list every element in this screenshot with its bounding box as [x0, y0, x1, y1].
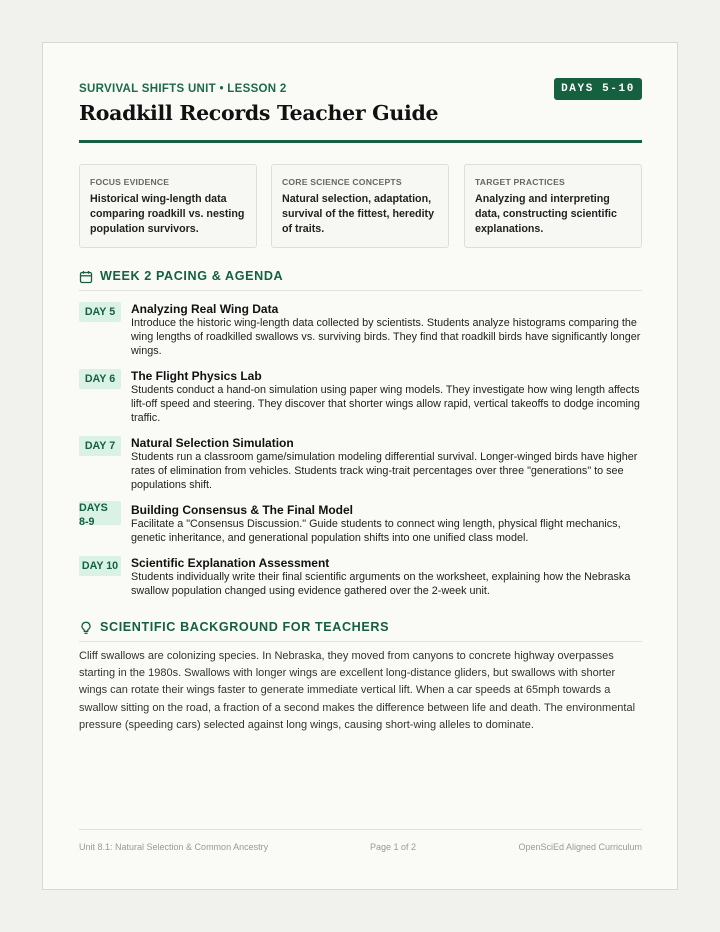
- summary-cards: [79, 164, 642, 248]
- day-badge-line: DAYS: [79, 502, 108, 514]
- agenda-title: Building Consensus & The Final Model: [131, 503, 354, 517]
- agenda-description: Introduce the historic wing-length data collected by scientists. Students analyze histograms comparing the wing lengths of roadkilled swallows vs. surviving birds. They find that roadkill birds have significantly longer wings.: [131, 317, 641, 357]
- card-text: Natural selection, adaptation, survival of the fittest, heredity of traits.: [282, 193, 435, 235]
- header-divider: [79, 140, 642, 143]
- agenda-title: The Flight Physics Lab: [131, 369, 262, 383]
- agenda-heading: [79, 269, 642, 291]
- day-badge-line: 8-9: [79, 516, 95, 528]
- card-label: FOCUS EVIDENCE: [90, 177, 170, 187]
- background-paragraph: Cliff swallows are colonizing species. In Nebraska, they moved from canyons to concrete highway overpasses starting in the 1980s. Swallows with longer wings are excellent long-distance gliders, but swallows with shorter wings can rotate their wings faster to generate immediate vertical lift. When a car speeds at 65mph towards a swallow sitting on the road, a fraction of a second makes the difference between life and death. The environmental pressure (speeding cars) selected against long wings, causing short-wing alleles to dominate.: [79, 650, 636, 731]
- agenda-description: Facilitate a "Consensus Discussion." Guide students to connect wing length, physical flight mechanics, genetic inheritance, and generational population shifts into one unified class model.: [131, 518, 621, 544]
- section-title: SCIENTIFIC BACKGROUND FOR TEACHERS: [100, 620, 390, 634]
- day-badge: DAY 5: [79, 302, 121, 322]
- days-badge: DAYS 5-10: [554, 78, 642, 100]
- footer-page-number: Page 1 of 2: [370, 842, 417, 852]
- agenda-title: Analyzing Real Wing Data: [131, 302, 279, 316]
- card-target-practices: [464, 164, 642, 248]
- agenda-description: Students run a classroom game/simulation modeling differential survival. Longer-winged birds have higher rates of elimination from vehicles. Students track wing-trait percentages over three "generations" to see populations shift.: [131, 451, 638, 491]
- footer-unit: Unit 8.1: Natural Selection & Common Ancestry: [79, 842, 269, 852]
- agenda-title: Natural Selection Simulation: [131, 436, 294, 450]
- agenda-title: Scientific Explanation Assessment: [131, 556, 330, 570]
- section-title: WEEK 2 PACING & AGENDA: [100, 269, 284, 283]
- agenda-description: Students individually write their final scientific arguments on the worksheet, explaining how the Nebraska swallow population changed using evidence gathered over the 2-week unit.: [131, 571, 631, 597]
- background-heading: [79, 620, 642, 642]
- card-focus-evidence: [79, 164, 257, 248]
- page-title: Roadkill Records Teacher Guide: [79, 101, 439, 125]
- agenda-description: Students conduct a hand-on simulation using paper wing models. They investigate how wing length affects lift-off speed and steering. They discover that shorter wings allow rapid, vertical takeoffs to dodge incoming traffic.: [131, 384, 640, 424]
- card-text: Historical wing-length data comparing roadkill vs. nesting population survivors.: [90, 193, 245, 235]
- day-badge: DAY 7: [79, 436, 121, 456]
- day-badge: [79, 501, 121, 528]
- card-label: CORE SCIENCE CONCEPTS: [282, 177, 402, 187]
- header: [79, 83, 642, 125]
- day-badge: DAY 10: [79, 556, 121, 576]
- card-text: Analyzing and interpreting data, constructing scientific explanations.: [475, 193, 617, 235]
- calendar-icon: [79, 270, 93, 284]
- card-core-concepts: [271, 164, 449, 248]
- lightbulb-icon: [79, 621, 93, 635]
- page-footer: [79, 829, 642, 852]
- card-label: TARGET PRACTICES: [475, 177, 565, 187]
- document-page: [42, 42, 678, 890]
- day-badge: DAY 6: [79, 369, 121, 389]
- lesson-kicker: SURVIVAL SHIFTS UNIT • LESSON 2: [79, 83, 287, 95]
- footer-curriculum: OpenSciEd Aligned Curriculum: [518, 842, 642, 852]
